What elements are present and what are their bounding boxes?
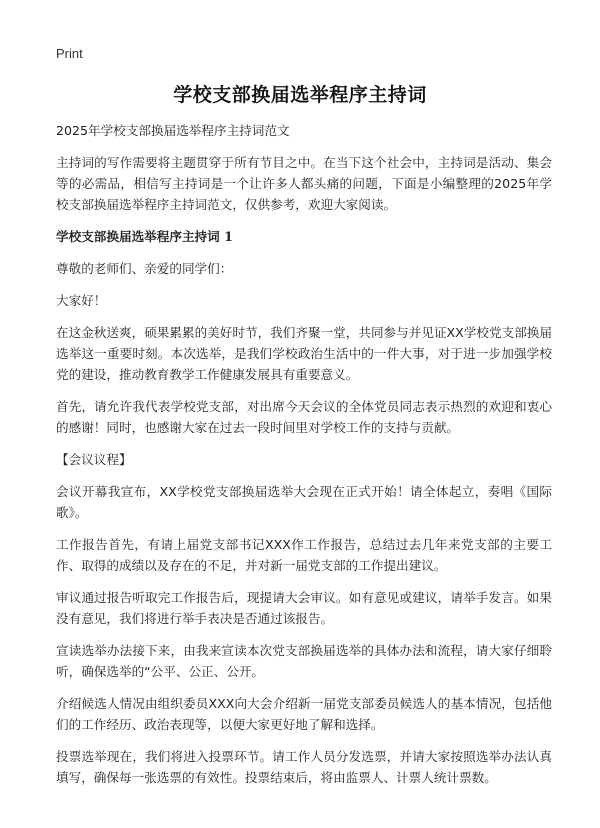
agenda-item: 工作报告首先，有请上届党支部书记XXX作工作报告，总结过去几年来党支部的主要工作、取得的成绩以及存在的不足，并对新一届党支部的工作提出建议。 [56, 537, 552, 573]
body-paragraph: 在这金秋送爽，硕果累累的美好时节，我们齐聚一堂，共同参与并见证XX学校党支部换届选举这一重要时刻。本次选举，是我们学校政治生活中的一件大事，对于进一步加强学校党的建设，推动教育教学工作健康发展具有重要意义。 [56, 325, 552, 382]
page-title: 学校支部换届选举程序主持词 [173, 84, 427, 106]
section-heading: 学校支部换届选举程序主持词 1 [56, 229, 233, 244]
greeting: 大家好！ [56, 293, 107, 308]
print-link[interactable]: Print [56, 46, 83, 61]
document-subtitle: 2025年学校支部换届选举程序主持词范文 [56, 123, 290, 138]
agenda-item: 会议开幕我宣布，XX学校党支部换届选举大会现在正式开始！请全体起立，奏唱《国际歌》。 [56, 484, 552, 520]
document-body [56, 120, 552, 799]
agenda-item: 投票选举现在，我们将进入投票环节。请工作人员分发选票，并请大家按照选举办法认真填写，确保每一张选票的有效性。投票结束后，将由监票人、计票人统计票数。 [56, 749, 552, 785]
salutation: 尊敬的老师们、亲爱的同学们： [56, 261, 233, 276]
intro-paragraph: 主持词的写作需要将主题贯穿于所有节目之中。在当下这个社会中，主持词是活动、集会等的必需品，相信写主持词是一个让许多人都头痛的问题，下面是小编整理的2025年学校支部换届选举程序主持词范文，仅供参考，欢迎大家阅读。 [56, 155, 552, 212]
body-paragraph: 首先，请允许我代表学校党支部，对出席今天会议的全体党员同志表示热烈的欢迎和衷心的感谢！同时，也感谢大家在过去一段时间里对学校工作的支持与贡献。 [56, 399, 552, 435]
agenda-item: 介绍候选人情况由组织委员XXX向大会介绍新一届党支部委员候选人的基本情况，包括他们的工作经历、政治表现等，以便大家更好地了解和选择。 [56, 696, 552, 732]
agenda-heading: 【会议议程】 [56, 452, 132, 467]
agenda-item: 宣读选举办法接下来，由我来宣读本次党支部换届选举的具体办法和流程，请大家仔细聆听，确保选举的“公平、公正、公开。 [56, 643, 552, 679]
agenda-item: 审议通过报告听取完工作报告后，现提请大会审议。如有意见或建议，请举手发言。如果没有意见，我们将进行举手表决是否通过该报告。 [56, 590, 552, 626]
